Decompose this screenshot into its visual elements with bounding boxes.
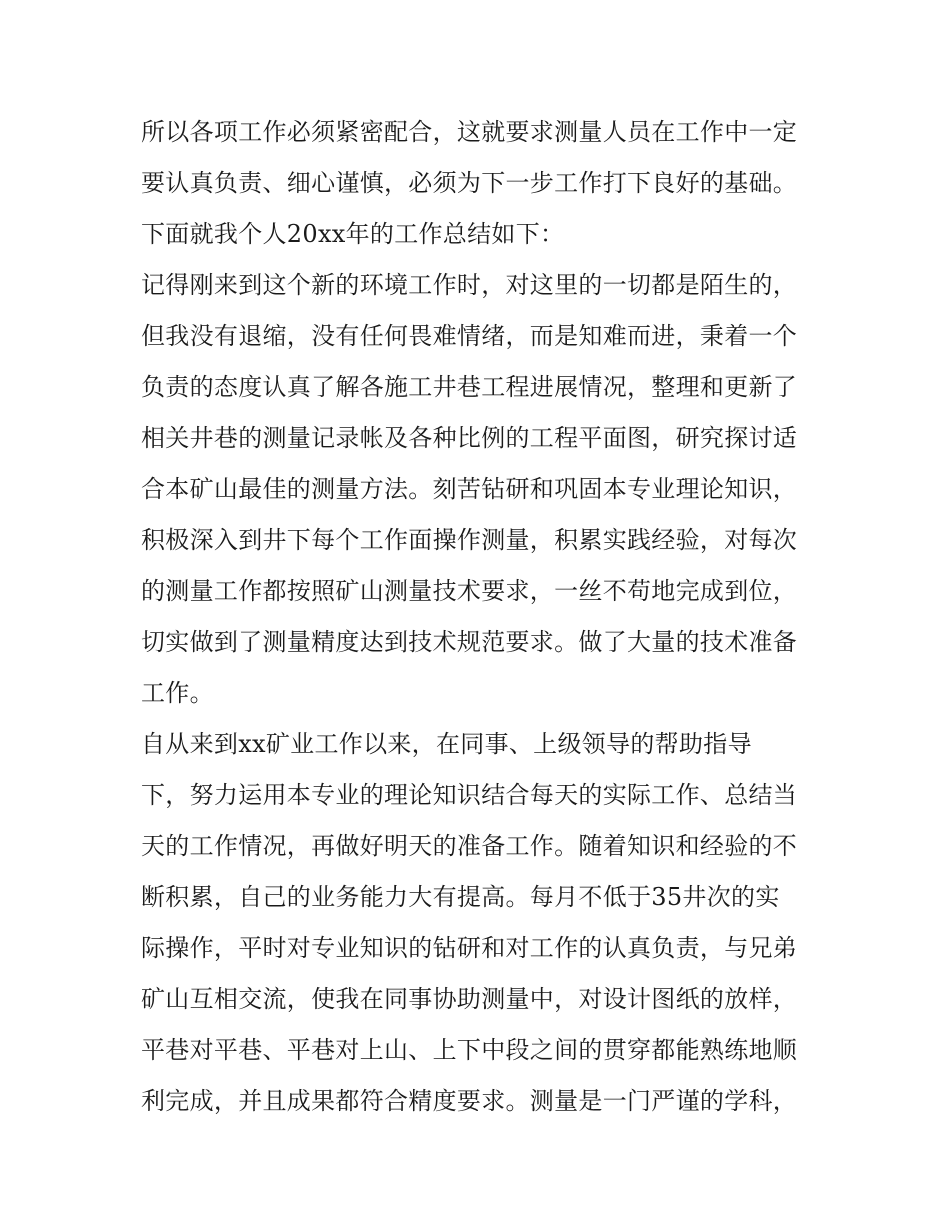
body-text — [141, 107, 841, 1127]
text-line: 利完成，并且成果都符合精度要求。测量是一门严谨的学科， — [141, 1087, 798, 1115]
text-line: 相关井巷的测量记录帐及各种比例的工程平面图，研究探讨适 — [141, 424, 798, 452]
text-line: 负责的态度认真了解各施工井巷工程进展情况，整理和更新了 — [141, 373, 798, 401]
text-line: 际操作，平时对专业知识的钻研和对工作的认真负责，与兄弟 — [141, 934, 798, 962]
text-line: 平巷对平巷、平巷对上山、上下中段之间的贯穿都能熟练地顺 — [141, 1036, 798, 1064]
text-line: 工作。 — [141, 679, 214, 707]
text-line: 切实做到了测量精度达到技术规范要求。做了大量的技术准备 — [141, 628, 798, 656]
text-line: 下面就我个人20xx年的工作总结如下： — [141, 220, 565, 248]
text-line: 自从来到xx矿业工作以来，在同事、上级领导的帮助指导 — [141, 730, 752, 758]
text-line: 要认真负责、细心谨慎，必须为下一步工作打下良好的基础。 — [141, 169, 798, 197]
text-line: 合本矿山最佳的测量方法。刻苦钻研和巩固本专业理论知识， — [141, 475, 798, 503]
text-line: 积极深入到井下每个工作面操作测量，积累实践经验，对每次 — [141, 526, 798, 554]
text-line: 矿山互相交流，使我在同事协助测量中，对设计图纸的放样， — [141, 985, 798, 1013]
text-line: 下，努力运用本专业的理论知识结合每天的实际工作、总结当 — [141, 781, 798, 809]
text-line: 但我没有退缩，没有任何畏难情绪，而是知难而进，秉着一个 — [141, 322, 798, 350]
text-line: 的测量工作都按照矿山测量技术要求，一丝不苟地完成到位， — [141, 577, 798, 605]
text-line: 断积累，自己的业务能力大有提高。每月不低于35井次的实 — [141, 883, 780, 911]
text-line: 记得刚来到这个新的环境工作时，对这里的一切都是陌生的， — [141, 271, 798, 299]
text-line: 所以各项工作必须紧密配合，这就要求测量人员在工作中一定 — [141, 118, 798, 146]
text-line: 天的工作情况，再做好明天的准备工作。随着知识和经验的不 — [141, 832, 798, 860]
